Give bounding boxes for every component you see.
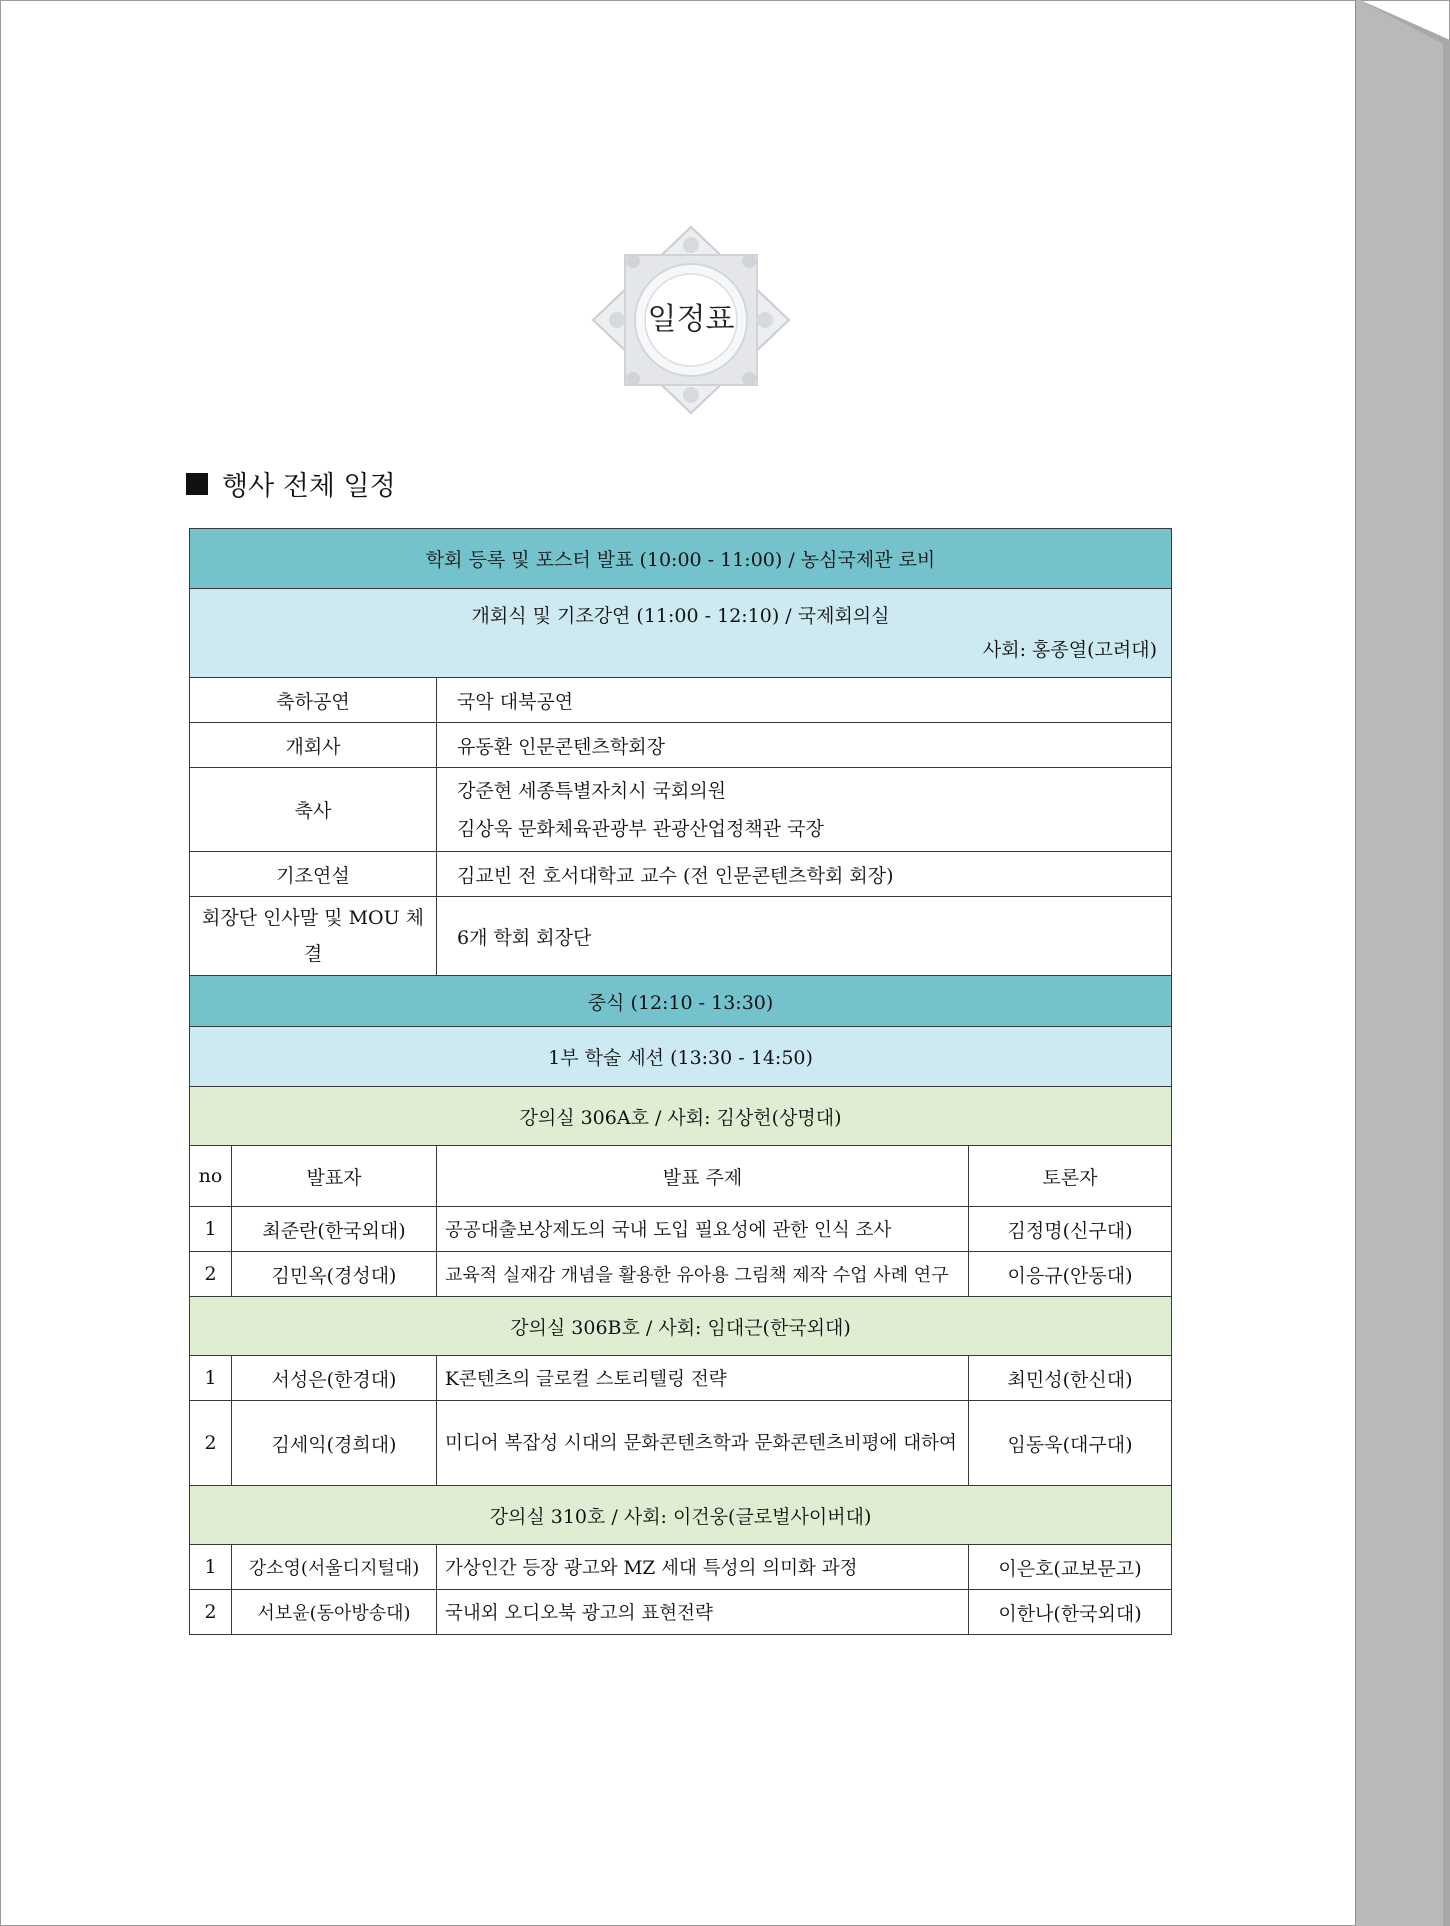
table-row (190, 1252, 1172, 1297)
row-presenter: 서성은(한경대) (232, 1356, 437, 1401)
program-label: 축하공연 (190, 678, 437, 723)
black-square-icon (186, 473, 208, 495)
row-no: 1 (190, 1545, 232, 1590)
header-discussant: 토론자 (969, 1146, 1172, 1207)
program-row (190, 678, 1172, 723)
section-heading-text: 행사 전체 일정 (222, 471, 396, 502)
opening-cell (190, 589, 1172, 678)
room-row (190, 1087, 1172, 1146)
schedule-table (189, 528, 1172, 1635)
row-topic: 교육적 실재감 개념을 활용한 유아용 그림책 제작 수업 사례 연구 (437, 1252, 969, 1297)
table-row (190, 1207, 1172, 1252)
room-row (190, 1297, 1172, 1356)
table-row (190, 1401, 1172, 1486)
room-title: 강의실 306A호 / 사회: 김상헌(상명대) (190, 1087, 1172, 1146)
program-row (190, 852, 1172, 897)
row-presenter: 최준란(한국외대) (232, 1207, 437, 1252)
opening-moderator: 사회: 홍종열(고려대) (982, 639, 1158, 661)
registration-text: 학회 등록 및 포스터 발표 (10:00 - 11:00) / 농심국제관 로비 (190, 529, 1172, 589)
table-row (190, 1545, 1172, 1590)
program-row (190, 723, 1172, 768)
row-no: 2 (190, 1252, 232, 1297)
row-presenter: 서보윤(동아방송대) (232, 1590, 437, 1635)
session-row (190, 1027, 1172, 1087)
row-discussant: 이은호(교보문고) (969, 1545, 1172, 1590)
badge-title: 일정표 (647, 302, 735, 337)
program-value: 유동환 인문콘텐츠학회장 (437, 723, 1172, 768)
opening-title: 개회식 및 기조강연 (11:00 - 12:10) / 국제회의실 (471, 605, 890, 627)
registration-row (190, 529, 1172, 589)
row-topic: K콘텐츠의 글로컬 스토리텔링 전략 (437, 1356, 969, 1401)
row-presenter: 김민옥(경성대) (232, 1252, 437, 1297)
program-line: 김상욱 문화체육관광부 관광산업정책관 국장 (457, 817, 824, 840)
table-header-row (190, 1146, 1172, 1207)
program-label: 회장단 인사말 및 MOU 체결 (190, 897, 437, 976)
row-presenter: 강소영(서울디지털대) (232, 1545, 437, 1590)
program-line: 강준현 세종특별자치시 국회의원 (457, 779, 727, 802)
row-topic: 국내외 오디오북 광고의 표현전략 (437, 1590, 969, 1635)
row-presenter: 김세익(경희대) (232, 1401, 437, 1486)
lunch-text: 중식 (12:10 - 13:30) (190, 976, 1172, 1027)
program-label: 개회사 (190, 723, 437, 768)
row-no: 2 (190, 1401, 232, 1486)
header-presenter: 발표자 (232, 1146, 437, 1207)
room-title: 강의실 310호 / 사회: 이건웅(글로벌사이버대) (190, 1486, 1172, 1545)
session-text: 1부 학술 세션 (13:30 - 14:50) (190, 1027, 1172, 1087)
row-topic: 공공대출보상제도의 국내 도입 필요성에 관한 인식 조사 (437, 1207, 969, 1252)
program-value: 김교빈 전 호서대학교 교수 (전 인문콘텐츠학회 회장) (437, 852, 1172, 897)
table-row (190, 1590, 1172, 1635)
section-heading (186, 464, 396, 503)
row-topic: 미디어 복잡성 시대의 문화콘텐츠학과 문화콘텐츠비평에 대하여 (437, 1401, 969, 1486)
row-no: 2 (190, 1590, 232, 1635)
program-value: 국악 대북공연 (437, 678, 1172, 723)
row-discussant: 이응규(안동대) (969, 1252, 1172, 1297)
row-no: 1 (190, 1356, 232, 1401)
program-label: 기조연설 (190, 852, 437, 897)
header-topic: 발표 주제 (437, 1146, 969, 1207)
row-no: 1 (190, 1207, 232, 1252)
room-title: 강의실 306B호 / 사회: 임대근(한국외대) (190, 1297, 1172, 1356)
table-row (190, 1356, 1172, 1401)
room-row (190, 1486, 1172, 1545)
program-value: 6개 학회 회장단 (437, 897, 1172, 976)
row-discussant: 최민성(한신대) (969, 1356, 1172, 1401)
header-no: no (190, 1146, 232, 1207)
program-row (190, 768, 1172, 852)
program-row (190, 897, 1172, 976)
program-label: 축사 (190, 768, 437, 852)
page-stack-edge (1355, 0, 1450, 1926)
lunch-row (190, 976, 1172, 1027)
opening-row (190, 589, 1172, 678)
row-topic: 가상인간 등장 광고와 MZ 세대 특성의 의미화 과정 (437, 1545, 969, 1590)
program-value (437, 768, 1172, 852)
row-discussant: 이한나(한국외대) (969, 1590, 1172, 1635)
row-discussant: 임동욱(대구대) (969, 1401, 1172, 1486)
row-discussant: 김정명(신구대) (969, 1207, 1172, 1252)
